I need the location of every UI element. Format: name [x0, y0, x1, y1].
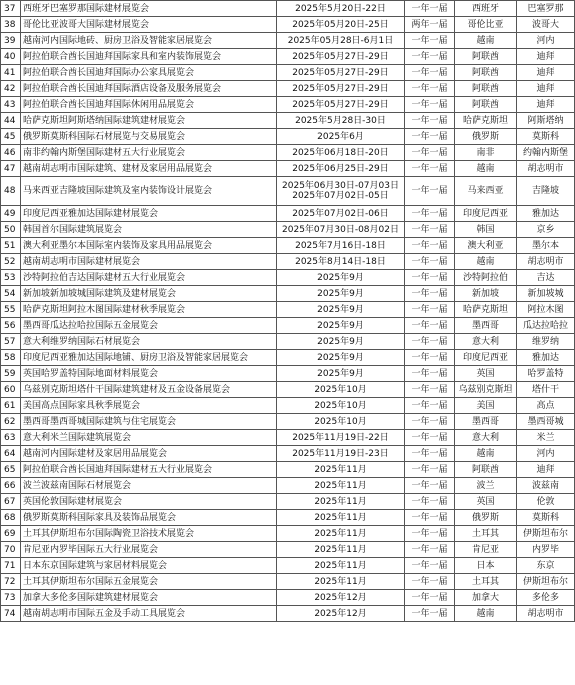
- exhibition-frequency: 一年一届: [405, 222, 455, 238]
- exhibition-frequency: 一年一届: [405, 366, 455, 382]
- exhibition-city: 迪拜: [517, 97, 575, 113]
- row-number: 65: [1, 462, 21, 478]
- table-row: [1, 81, 575, 97]
- table-row: [1, 33, 575, 49]
- exhibition-name: 越南胡志明市国际建筑、建材及家居用品展览会: [21, 161, 277, 177]
- table-row: [1, 510, 575, 526]
- exhibition-name: 阿拉伯联合酋长国迪拜国际办公家具展览会: [21, 65, 277, 81]
- exhibition-country: 西班牙: [455, 1, 517, 17]
- exhibition-date: 2025年05月27日-29日: [277, 81, 405, 97]
- exhibition-frequency: 一年一届: [405, 398, 455, 414]
- row-number: 52: [1, 254, 21, 270]
- table-row: [1, 177, 575, 206]
- exhibition-country: 意大利: [455, 430, 517, 446]
- exhibition-frequency: 一年一届: [405, 81, 455, 97]
- exhibition-frequency: 一年一届: [405, 238, 455, 254]
- row-number: 74: [1, 606, 21, 622]
- table-row: [1, 206, 575, 222]
- exhibition-frequency: 一年一届: [405, 526, 455, 542]
- table-row: [1, 145, 575, 161]
- row-number: 57: [1, 334, 21, 350]
- exhibition-frequency: 一年一届: [405, 1, 455, 17]
- exhibition-name: 新加坡新加坡城国际建筑及建材展览会: [21, 286, 277, 302]
- exhibition-frequency: 一年一届: [405, 254, 455, 270]
- exhibition-country: 阿联酋: [455, 81, 517, 97]
- row-number: 55: [1, 302, 21, 318]
- exhibition-frequency: 一年一届: [405, 494, 455, 510]
- table-row: [1, 558, 575, 574]
- exhibition-name: 印度尼西亚雅加达国际建材展览会: [21, 206, 277, 222]
- exhibition-date: 2025年10月: [277, 398, 405, 414]
- exhibition-frequency: 一年一届: [405, 302, 455, 318]
- exhibition-frequency: 两年一届: [405, 17, 455, 33]
- row-number: 72: [1, 574, 21, 590]
- exhibition-frequency: 一年一届: [405, 446, 455, 462]
- table-row: [1, 286, 575, 302]
- row-number: 37: [1, 1, 21, 17]
- row-number: 58: [1, 350, 21, 366]
- exhibition-date: 2025年6月: [277, 129, 405, 145]
- table-row: [1, 574, 575, 590]
- exhibition-date: 2025年11月19日-22日: [277, 430, 405, 446]
- exhibition-name: 日本东京国际建筑与家居材料展览会: [21, 558, 277, 574]
- exhibition-name: 越南胡志明市国际建材展览会: [21, 254, 277, 270]
- exhibition-date: 2025年11月: [277, 558, 405, 574]
- exhibition-country: 印度尼西亚: [455, 350, 517, 366]
- exhibition-city: 伊斯坦布尔: [517, 526, 575, 542]
- exhibition-country: 哥伦比亚: [455, 17, 517, 33]
- exhibition-city: 瓜达拉哈拉: [517, 318, 575, 334]
- exhibition-name: 阿拉伯联合酋长国迪拜国际建材五大行业展览会: [21, 462, 277, 478]
- exhibition-name: 越南河内国际地砖、厨房卫浴及智能家居展览会: [21, 33, 277, 49]
- table-row: [1, 129, 575, 145]
- exhibition-city: 莫斯科: [517, 510, 575, 526]
- row-number: 66: [1, 478, 21, 494]
- table-row: [1, 542, 575, 558]
- exhibition-name: 土耳其伊斯坦布尔国际陶瓷卫浴技术展览会: [21, 526, 277, 542]
- exhibition-date: 2025年5月28日-30日: [277, 113, 405, 129]
- exhibition-city: 墨西哥城: [517, 414, 575, 430]
- table-row: [1, 334, 575, 350]
- exhibition-country: 印度尼西亚: [455, 206, 517, 222]
- exhibition-city: 雅加达: [517, 206, 575, 222]
- exhibition-date: 2025年05月27日-29日: [277, 49, 405, 65]
- row-number: 50: [1, 222, 21, 238]
- exhibition-date: 2025年9月: [277, 302, 405, 318]
- exhibition-country: 墨西哥: [455, 414, 517, 430]
- table-row: [1, 238, 575, 254]
- row-number: 68: [1, 510, 21, 526]
- row-number: 42: [1, 81, 21, 97]
- table-row: [1, 113, 575, 129]
- exhibition-country: 南非: [455, 145, 517, 161]
- exhibition-name: 英国伦敦国际建材展览会: [21, 494, 277, 510]
- row-number: 56: [1, 318, 21, 334]
- row-number: 40: [1, 49, 21, 65]
- exhibition-frequency: 一年一届: [405, 206, 455, 222]
- row-number: 45: [1, 129, 21, 145]
- exhibition-country: 俄罗斯: [455, 510, 517, 526]
- exhibition-frequency: 一年一届: [405, 430, 455, 446]
- exhibition-date: 2025年11月: [277, 478, 405, 494]
- exhibition-name: 乌兹别克斯坦塔什干国际建筑建材及五金设备展览会: [21, 382, 277, 398]
- row-number: 39: [1, 33, 21, 49]
- exhibition-country: 沙特阿拉伯: [455, 270, 517, 286]
- exhibition-city: 维罗纳: [517, 334, 575, 350]
- exhibition-date: 2025年12月: [277, 606, 405, 622]
- exhibition-date: 2025年11月19日-23日: [277, 446, 405, 462]
- exhibition-name: 俄罗斯莫斯科国际家具及装饰品展览会: [21, 510, 277, 526]
- exhibition-date: 2025年9月: [277, 350, 405, 366]
- exhibition-date: 2025年7月16日-18日: [277, 238, 405, 254]
- exhibition-date: 2025年06月18日-20日: [277, 145, 405, 161]
- row-number: 73: [1, 590, 21, 606]
- table-row: [1, 382, 575, 398]
- table-row: [1, 161, 575, 177]
- exhibition-date: 2025年07月02日-06日: [277, 206, 405, 222]
- table-row: [1, 430, 575, 446]
- exhibition-date: 2025年9月: [277, 334, 405, 350]
- exhibition-date: [277, 177, 405, 206]
- exhibition-city: 河内: [517, 33, 575, 49]
- row-number: 64: [1, 446, 21, 462]
- exhibition-country: 阿联酋: [455, 97, 517, 113]
- exhibition-date: 2025年05月20日-25日: [277, 17, 405, 33]
- exhibition-frequency: 一年一届: [405, 478, 455, 494]
- exhibition-country: 阿联酋: [455, 462, 517, 478]
- exhibition-date-line: 2025年06月30日-07月03日: [282, 181, 399, 191]
- exhibition-city: 吉隆坡: [517, 177, 575, 206]
- exhibition-frequency: 一年一届: [405, 462, 455, 478]
- exhibition-city: 约翰内斯堡: [517, 145, 575, 161]
- row-number: 48: [1, 177, 21, 206]
- exhibition-country: 越南: [455, 446, 517, 462]
- exhibition-city: 伊斯坦布尔: [517, 574, 575, 590]
- exhibition-frequency: 一年一届: [405, 33, 455, 49]
- exhibition-country: 越南: [455, 161, 517, 177]
- row-number: 59: [1, 366, 21, 382]
- exhibition-name: 阿拉伯联合酋长国迪拜国际休闲用品展览会: [21, 97, 277, 113]
- exhibition-frequency: 一年一届: [405, 129, 455, 145]
- row-number: 46: [1, 145, 21, 161]
- exhibition-country: 墨西哥: [455, 318, 517, 334]
- exhibition-date-line: 2025年07月02日-05日: [292, 191, 389, 201]
- exhibition-name: 越南河内国际建材及家居用品展览会: [21, 446, 277, 462]
- exhibition-country: 澳大利亚: [455, 238, 517, 254]
- exhibition-name: 墨西哥墨西哥城国际建筑与住宅展览会: [21, 414, 277, 430]
- exhibition-name: 西班牙巴塞罗那国际建材展览会: [21, 1, 277, 17]
- exhibition-name: 肯尼亚内罗毕国际五大行业展览会: [21, 542, 277, 558]
- row-number: 43: [1, 97, 21, 113]
- exhibition-name: 马来西亚吉隆坡国际建筑及室内装饰设计展览会: [21, 177, 277, 206]
- exhibition-date: 2025年8月14日-18日: [277, 254, 405, 270]
- exhibition-frequency: 一年一届: [405, 382, 455, 398]
- exhibition-name: 哈萨克斯坦阿拉木图国际建材秋季展览会: [21, 302, 277, 318]
- exhibition-date: 2025年9月: [277, 286, 405, 302]
- row-number: 49: [1, 206, 21, 222]
- exhibition-country: 英国: [455, 366, 517, 382]
- exhibition-country: 俄罗斯: [455, 129, 517, 145]
- exhibition-name: 哈萨克斯坦阿斯塔纳国际建筑建材展览会: [21, 113, 277, 129]
- row-number: 60: [1, 382, 21, 398]
- exhibition-country: 日本: [455, 558, 517, 574]
- table-row: [1, 494, 575, 510]
- exhibition-frequency: 一年一届: [405, 270, 455, 286]
- row-number: 51: [1, 238, 21, 254]
- exhibition-country: 加拿大: [455, 590, 517, 606]
- exhibition-country: 越南: [455, 33, 517, 49]
- table-row: [1, 254, 575, 270]
- exhibition-frequency: 一年一届: [405, 510, 455, 526]
- exhibition-date: 2025年05月27日-29日: [277, 97, 405, 113]
- exhibition-name: 俄罗斯莫斯科国际石材展览与交易展览会: [21, 129, 277, 145]
- exhibition-city: 雅加达: [517, 350, 575, 366]
- exhibition-country: 土耳其: [455, 526, 517, 542]
- exhibition-frequency: 一年一届: [405, 161, 455, 177]
- exhibition-name: 加拿大多伦多国际建筑建材展览会: [21, 590, 277, 606]
- exhibition-name: 阿拉伯联合酋长国迪拜国际家具和室内装饰展览会: [21, 49, 277, 65]
- exhibition-city: 河内: [517, 446, 575, 462]
- exhibition-frequency: 一年一届: [405, 606, 455, 622]
- exhibition-city: 京乡: [517, 222, 575, 238]
- exhibition-frequency: 一年一届: [405, 145, 455, 161]
- exhibition-date: 2025年11月: [277, 574, 405, 590]
- table-row: [1, 1, 575, 17]
- exhibition-frequency: 一年一届: [405, 318, 455, 334]
- exhibition-name: 意大利米兰国际建筑展览会: [21, 430, 277, 446]
- exhibition-date: 2025年12月: [277, 590, 405, 606]
- table-row: [1, 398, 575, 414]
- exhibition-country: 新加坡: [455, 286, 517, 302]
- exhibition-city: 新加坡城: [517, 286, 575, 302]
- table-row: [1, 270, 575, 286]
- exhibition-country: 美国: [455, 398, 517, 414]
- exhibition-city: 米兰: [517, 430, 575, 446]
- exhibition-frequency: 一年一届: [405, 574, 455, 590]
- exhibition-country: 乌兹别克斯坦: [455, 382, 517, 398]
- exhibition-date: 2025年11月: [277, 510, 405, 526]
- exhibition-date: 2025年9月: [277, 366, 405, 382]
- exhibition-frequency: 一年一届: [405, 350, 455, 366]
- exhibition-country: 越南: [455, 254, 517, 270]
- table-row: [1, 526, 575, 542]
- exhibition-date: 2025年05月28日-6月1日: [277, 33, 405, 49]
- table-row: [1, 366, 575, 382]
- exhibition-city: 内罗毕: [517, 542, 575, 558]
- exhibition-country: 马来西亚: [455, 177, 517, 206]
- exhibition-date: 2025年11月: [277, 542, 405, 558]
- row-number: 44: [1, 113, 21, 129]
- exhibition-city: 哈罗盖特: [517, 366, 575, 382]
- exhibition-frequency: 一年一届: [405, 49, 455, 65]
- exhibition-country: 阿联酋: [455, 65, 517, 81]
- table-row: [1, 462, 575, 478]
- exhibition-frequency: 一年一届: [405, 65, 455, 81]
- exhibition-city: 阿拉木图: [517, 302, 575, 318]
- row-number: 38: [1, 17, 21, 33]
- exhibition-frequency: 一年一届: [405, 286, 455, 302]
- exhibition-city: 阿斯塔纳: [517, 113, 575, 129]
- exhibition-date: 2025年10月: [277, 414, 405, 430]
- table-row: [1, 49, 575, 65]
- exhibition-name: 墨西哥瓜达拉哈拉国际五金展览会: [21, 318, 277, 334]
- table-row: [1, 478, 575, 494]
- exhibition-city: 巴塞罗那: [517, 1, 575, 17]
- exhibition-city: 东京: [517, 558, 575, 574]
- table-row: [1, 446, 575, 462]
- exhibition-city: 伦敦: [517, 494, 575, 510]
- exhibition-city: 胡志明市: [517, 254, 575, 270]
- exhibition-date: 2025年11月: [277, 462, 405, 478]
- exhibition-name: 阿拉伯联合酋长国迪拜国际酒店设备及服务展览会: [21, 81, 277, 97]
- exhibition-name: 韩国首尔国际建筑展览会: [21, 222, 277, 238]
- exhibition-country: 波兰: [455, 478, 517, 494]
- row-number: 62: [1, 414, 21, 430]
- exhibition-city: 波哥大: [517, 17, 575, 33]
- exhibition-name: 南非约翰内斯堡国际建材五大行业展览会: [21, 145, 277, 161]
- exhibition-date: 2025年10月: [277, 382, 405, 398]
- exhibition-name: 哥伦比亚波哥大国际建材展览会: [21, 17, 277, 33]
- exhibition-frequency: 一年一届: [405, 177, 455, 206]
- exhibition-name: 土耳其伊斯坦布尔国际五金展览会: [21, 574, 277, 590]
- table-row: [1, 350, 575, 366]
- table-row: [1, 17, 575, 33]
- exhibition-frequency: 一年一届: [405, 97, 455, 113]
- exhibition-city: 迪拜: [517, 81, 575, 97]
- exhibition-city: 胡志明市: [517, 606, 575, 622]
- exhibition-frequency: 一年一届: [405, 590, 455, 606]
- exhibition-city: 多伦多: [517, 590, 575, 606]
- exhibition-date: 2025年05月27日-29日: [277, 65, 405, 81]
- exhibition-date: 2025年07月30日-08月02日: [277, 222, 405, 238]
- row-number: 47: [1, 161, 21, 177]
- exhibition-city: 波兹南: [517, 478, 575, 494]
- exhibition-frequency: 一年一届: [405, 414, 455, 430]
- exhibition-date: 2025年9月: [277, 318, 405, 334]
- exhibition-table-body: [1, 1, 575, 622]
- exhibition-date: 2025年5月20日-22日: [277, 1, 405, 17]
- table-row: [1, 97, 575, 113]
- table-row: [1, 302, 575, 318]
- exhibition-name: 沙特阿拉伯吉达国际建材五大行业展览会: [21, 270, 277, 286]
- exhibition-name: 印度尼西亚雅加达国际地铺、厨房卫浴及智能家居展览会: [21, 350, 277, 366]
- row-number: 67: [1, 494, 21, 510]
- exhibition-country: 哈萨克斯坦: [455, 113, 517, 129]
- table-row: [1, 606, 575, 622]
- exhibition-name: 澳大利亚墨尔本国际室内装饰及家具用品展览会: [21, 238, 277, 254]
- exhibition-frequency: 一年一届: [405, 334, 455, 350]
- row-number: 53: [1, 270, 21, 286]
- table-row: [1, 222, 575, 238]
- exhibition-city: 迪拜: [517, 462, 575, 478]
- exhibition-city: 塔什干: [517, 382, 575, 398]
- exhibition-city: 胡志明市: [517, 161, 575, 177]
- exhibition-city: 吉达: [517, 270, 575, 286]
- exhibition-city: 莫斯科: [517, 129, 575, 145]
- row-number: 41: [1, 65, 21, 81]
- exhibition-name: 波兰波兹南国际石材展览会: [21, 478, 277, 494]
- table-row: [1, 65, 575, 81]
- exhibition-date: 2025年11月: [277, 526, 405, 542]
- row-number: 71: [1, 558, 21, 574]
- exhibition-date: 2025年11月: [277, 494, 405, 510]
- row-number: 70: [1, 542, 21, 558]
- exhibition-date: 2025年9月: [277, 270, 405, 286]
- exhibition-country: 英国: [455, 494, 517, 510]
- row-number: 61: [1, 398, 21, 414]
- exhibition-city: 高点: [517, 398, 575, 414]
- table-row: [1, 318, 575, 334]
- row-number: 54: [1, 286, 21, 302]
- exhibition-country: 韩国: [455, 222, 517, 238]
- exhibition-date: 2025年06月25日-29日: [277, 161, 405, 177]
- exhibition-frequency: 一年一届: [405, 113, 455, 129]
- exhibition-city: 墨尔本: [517, 238, 575, 254]
- exhibition-frequency: 一年一届: [405, 558, 455, 574]
- exhibition-name: 意大利维罗纳国际石材展览会: [21, 334, 277, 350]
- row-number: 63: [1, 430, 21, 446]
- exhibition-city: 迪拜: [517, 65, 575, 81]
- row-number: 69: [1, 526, 21, 542]
- exhibition-country: 阿联酋: [455, 49, 517, 65]
- exhibition-country: 意大利: [455, 334, 517, 350]
- exhibition-name: 英国哈罗盖特国际地面材料展览会: [21, 366, 277, 382]
- exhibition-name: 越南胡志明市国际五金及手动工具展览会: [21, 606, 277, 622]
- exhibition-country: 肯尼亚: [455, 542, 517, 558]
- table-row: [1, 590, 575, 606]
- exhibition-country: 哈萨克斯坦: [455, 302, 517, 318]
- exhibition-city: 迪拜: [517, 49, 575, 65]
- exhibition-country: 越南: [455, 606, 517, 622]
- exhibition-country: 土耳其: [455, 574, 517, 590]
- table-row: [1, 414, 575, 430]
- exhibition-name: 美国高点国际家具秋季展览会: [21, 398, 277, 414]
- exhibition-frequency: 一年一届: [405, 542, 455, 558]
